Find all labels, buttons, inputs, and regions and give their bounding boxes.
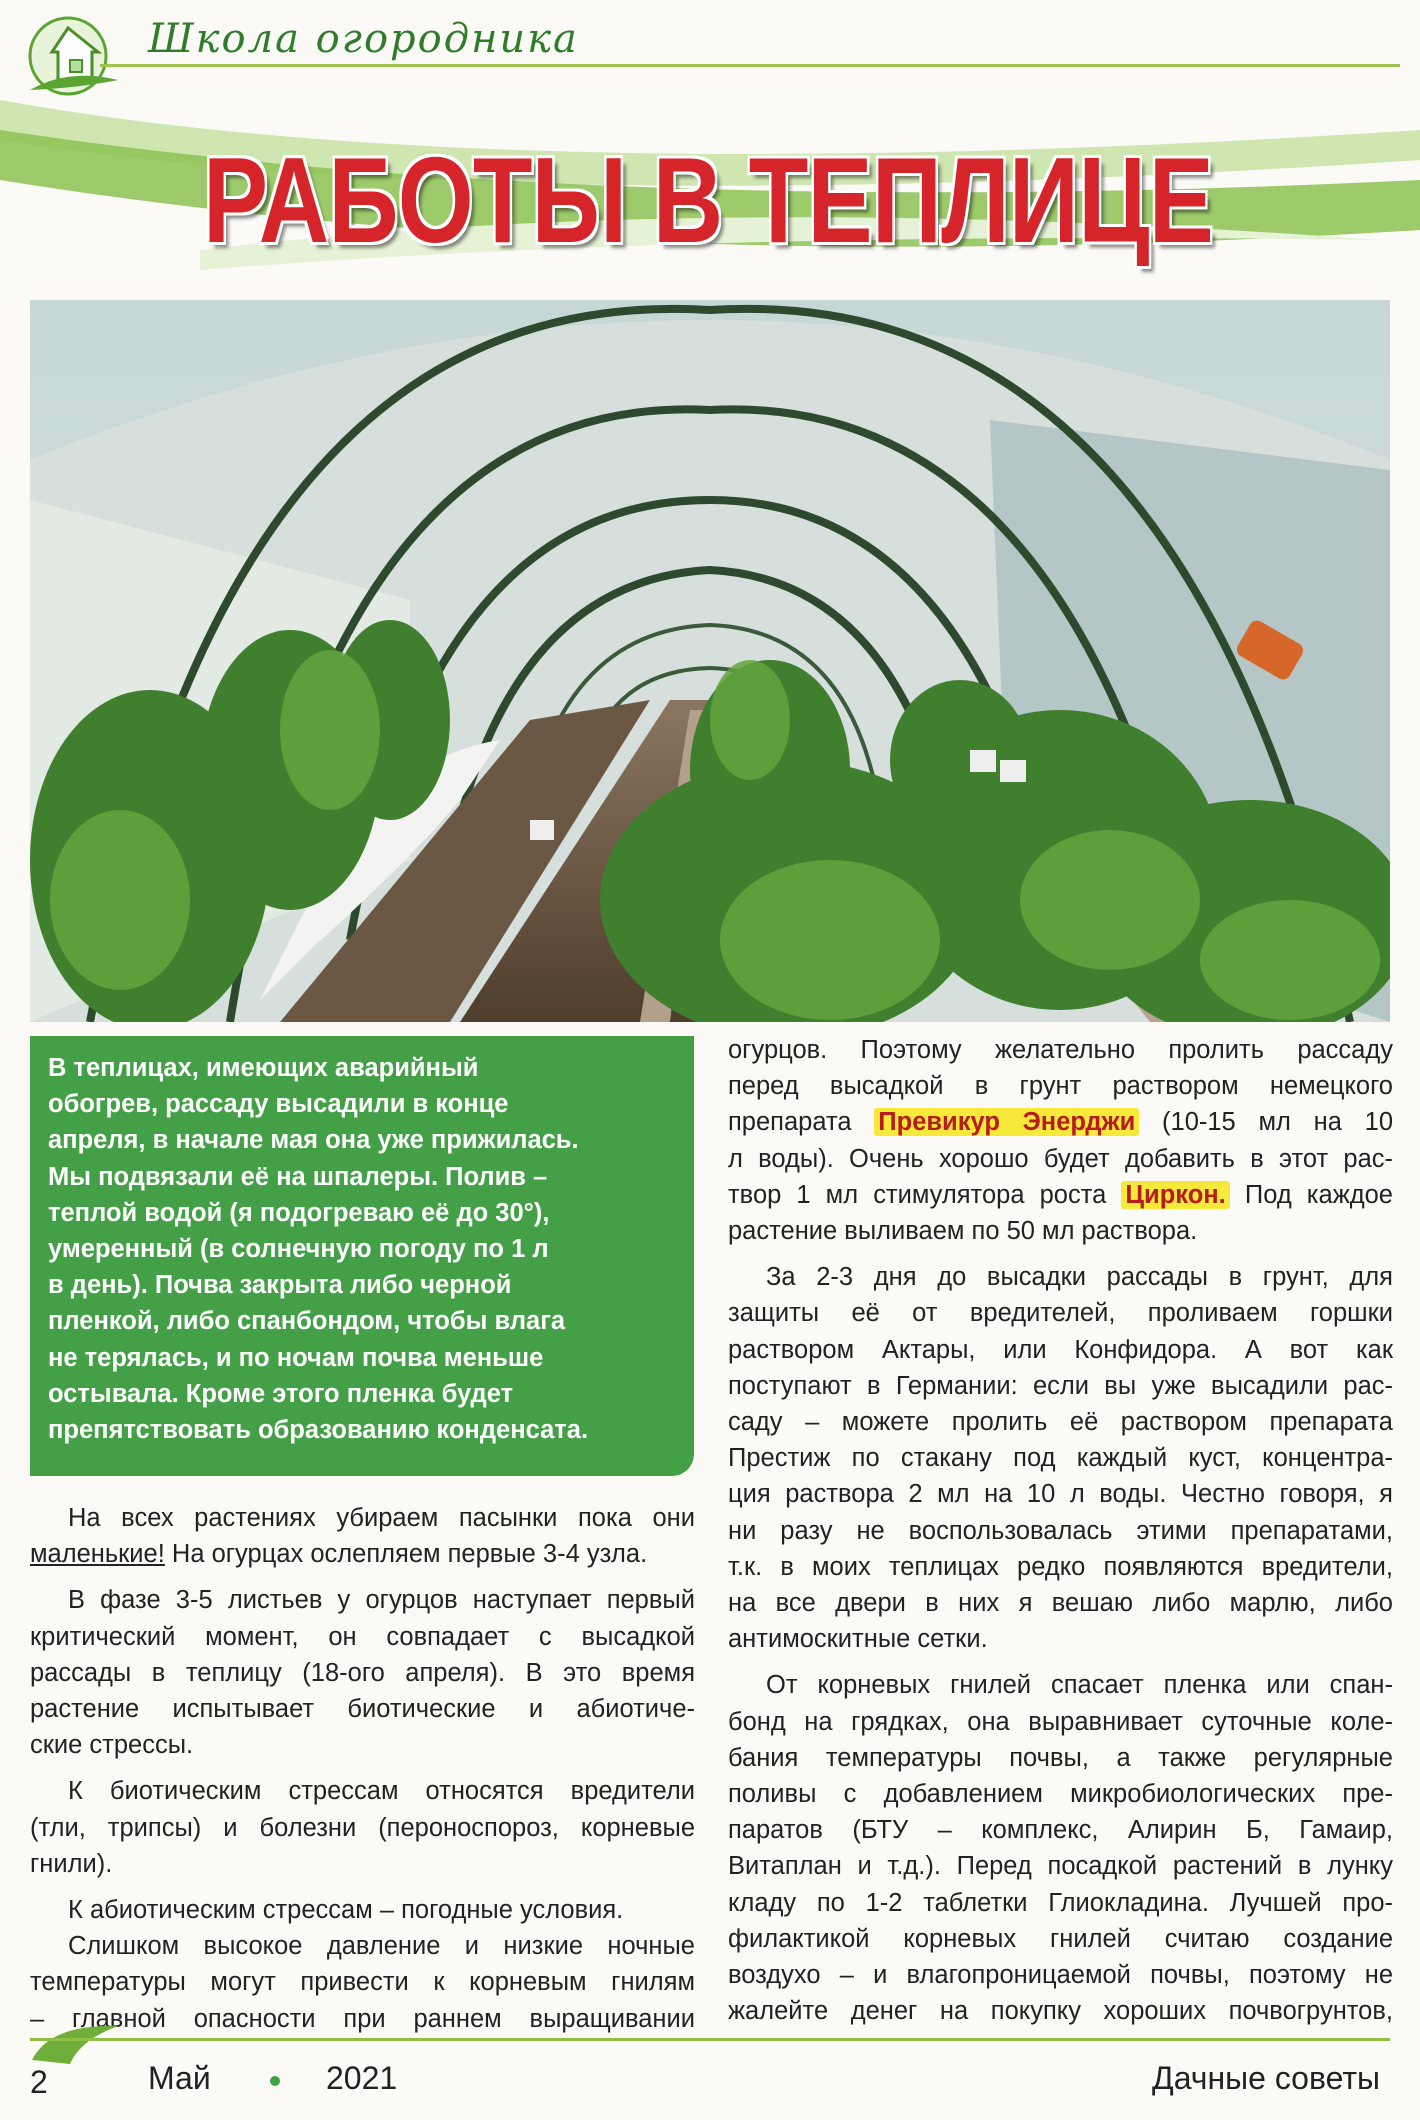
intro-line: умеренный (в солнечную погоду по 1 л: [48, 1235, 549, 1264]
paragraph-line: поливы с добавлением микробиологических пре-: [728, 1780, 1393, 1809]
paragraph-line: ни разу не воспользовалась этими препаратами,: [728, 1516, 1393, 1545]
footer-divider: [30, 2038, 1390, 2041]
paragraph-line: За 2-3 дня до высадки рассады в грунт, для: [766, 1263, 1393, 1292]
paragraph-line: растение выливаем по 50 мл раствора.: [728, 1217, 1198, 1246]
intro-line: апреля, в начале мая она уже прижилась.: [48, 1126, 579, 1155]
paragraph-text: На огурцах ослепляем первые 3-4 узла.: [164, 1540, 648, 1569]
paragraph-line: температуры могут привести к корневым гнилям: [30, 1968, 695, 1997]
paragraph-text: Под каждое: [1229, 1180, 1393, 1209]
right-column: [728, 1032, 1393, 2029]
rubric-title: Школа огородника: [148, 16, 579, 62]
paragraph-text: твор 1 мл стимулятора роста: [728, 1180, 1122, 1209]
paragraph-line: саду – можете пролить её раствором препарата: [728, 1408, 1393, 1437]
product-highlight: Циркон.: [1121, 1181, 1229, 1209]
intro-line: В теплицах, имеющих аварийный: [48, 1054, 479, 1082]
intro-line: остывала. Кроме этого пленка будет: [48, 1379, 514, 1408]
paragraph-line: Витаплан и т.д.). Перед посадкой растений в лунку: [728, 1852, 1393, 1881]
product-highlight: Превикур Энерджи: [874, 1108, 1139, 1136]
paragraph-line: воздухо – и влагопроницаемой почвы, поэтому не: [728, 1961, 1393, 1990]
paragraph-line: бонд на грядках, она выравнивает суточные коле-: [728, 1707, 1393, 1736]
paragraph-line: рассады в теплицу (18-ого апреля). В это время: [30, 1658, 695, 1687]
separator-dot: [270, 2076, 280, 2086]
paragraph-line: – главной опасности при раннем выращивании: [30, 2004, 695, 2033]
paragraph-line: [728, 1104, 1393, 1140]
paragraph-line: кладу по 1-2 таблетки Глиокладина. Лучшей про-: [728, 1888, 1393, 1917]
paragraph-line: ция раствора 2 мл на 10 л воды. Честно говоря, я: [728, 1480, 1393, 1509]
paragraph-line: ские стрессы.: [30, 1731, 194, 1760]
paragraph-line: защиты её от вредителей, проливаем горшки: [728, 1299, 1393, 1328]
intro-line: в день). Почва закрыта либо черной: [48, 1271, 512, 1300]
paragraph-line: [30, 1536, 695, 1572]
paragraph-line: огурцов. Поэтому желательно пролить рассаду: [728, 1036, 1393, 1064]
magazine-name: Дачные советы: [1152, 2060, 1380, 2096]
paragraph-text: (10-15 мл на 10: [1139, 1108, 1393, 1137]
paragraph-line: Престиж по стакану под каждый куст, концентра-: [728, 1444, 1393, 1473]
issue-month: Май: [148, 2060, 211, 2096]
paragraph-line: растение испытывает биотические и абиотиче-: [30, 1695, 695, 1724]
paragraph-line: критический момент, он совпадает с высадкой: [30, 1622, 695, 1651]
paragraph-line: антимоскитные сетки.: [728, 1625, 988, 1654]
paragraph-line: жалейте денег на покупку хороших почвогрунтов,: [728, 1997, 1393, 2026]
paragraph-line: поступают в Германии: если вы уже высадили рас-: [728, 1371, 1393, 1400]
page-number: 2: [30, 2064, 48, 2100]
paragraph-line: перед высадкой в грунт раствором немецкого: [728, 1072, 1393, 1101]
paragraph-line: Слишком высокое давление и низкие ночные: [68, 1932, 695, 1961]
left-column: [30, 1500, 695, 2037]
intro-line: препятствовать образованию конденсата.: [48, 1416, 589, 1445]
paragraph-line: На всех растениях убираем пасынки пока они: [68, 1504, 695, 1532]
paragraph-line: К биотическим стрессам относятся вредители: [68, 1777, 695, 1806]
paragraph-text: препарата: [728, 1108, 875, 1137]
paragraph-line: л воды). Очень хорошо будет добавить в этот рас-: [728, 1144, 1393, 1173]
paragraph-line: гнили).: [30, 1849, 113, 1878]
paragraph-line: бания температуры почвы, а также регулярные: [728, 1743, 1393, 1772]
paragraph-line: (тли, трипсы) и болезни (пероноспороз, корневые: [30, 1813, 695, 1842]
intro-box: [30, 1036, 694, 1476]
paragraph-line: К абиотическим стрессам – погодные условия.: [68, 1896, 624, 1925]
paragraph-line: [728, 1177, 1393, 1213]
intro-line: пленкой, либо спанбондом, чтобы влага: [48, 1307, 566, 1336]
page-footer: [0, 2020, 1420, 2120]
emphasis-text: маленькие!: [30, 1540, 165, 1569]
paragraph-line: В фазе 3-5 листьев у огурцов наступает первый: [68, 1586, 695, 1615]
issue-year: 2021: [326, 2060, 398, 2096]
leaf-icon: [30, 2020, 120, 2066]
header-divider: [100, 64, 1400, 67]
paragraph-line: раствором Актары, или Конфидора. А вот как: [728, 1335, 1393, 1364]
intro-line: не терялась, и по ночам почва меньше: [48, 1343, 544, 1372]
article-title: РАБОТЫ В ТЕПЛИЦЕ: [202, 132, 1214, 268]
intro-line: Мы подвязали её на шпалеры. Полив –: [48, 1162, 548, 1191]
greenhouse-photo: [30, 300, 1390, 1022]
intro-line: теплой водой (я подогреваю её до 30°),: [48, 1198, 550, 1227]
paragraph-line: на все двери в них я вешаю либо марлю, либо: [728, 1589, 1393, 1618]
paragraph-line: филактикой корневых гнилей считаю создание: [728, 1924, 1393, 1953]
paragraph-line: От корневых гнилей спасает пленка или спан-: [766, 1671, 1393, 1700]
paragraph-line: т.к. в моих теплицах редко появляются вредители,: [728, 1552, 1393, 1581]
paragraph-line: паратов (БТУ – комплекс, Алирин Б, Гамаир,: [728, 1816, 1393, 1845]
intro-line: обогрев, рассаду высадили в конце: [48, 1090, 509, 1119]
